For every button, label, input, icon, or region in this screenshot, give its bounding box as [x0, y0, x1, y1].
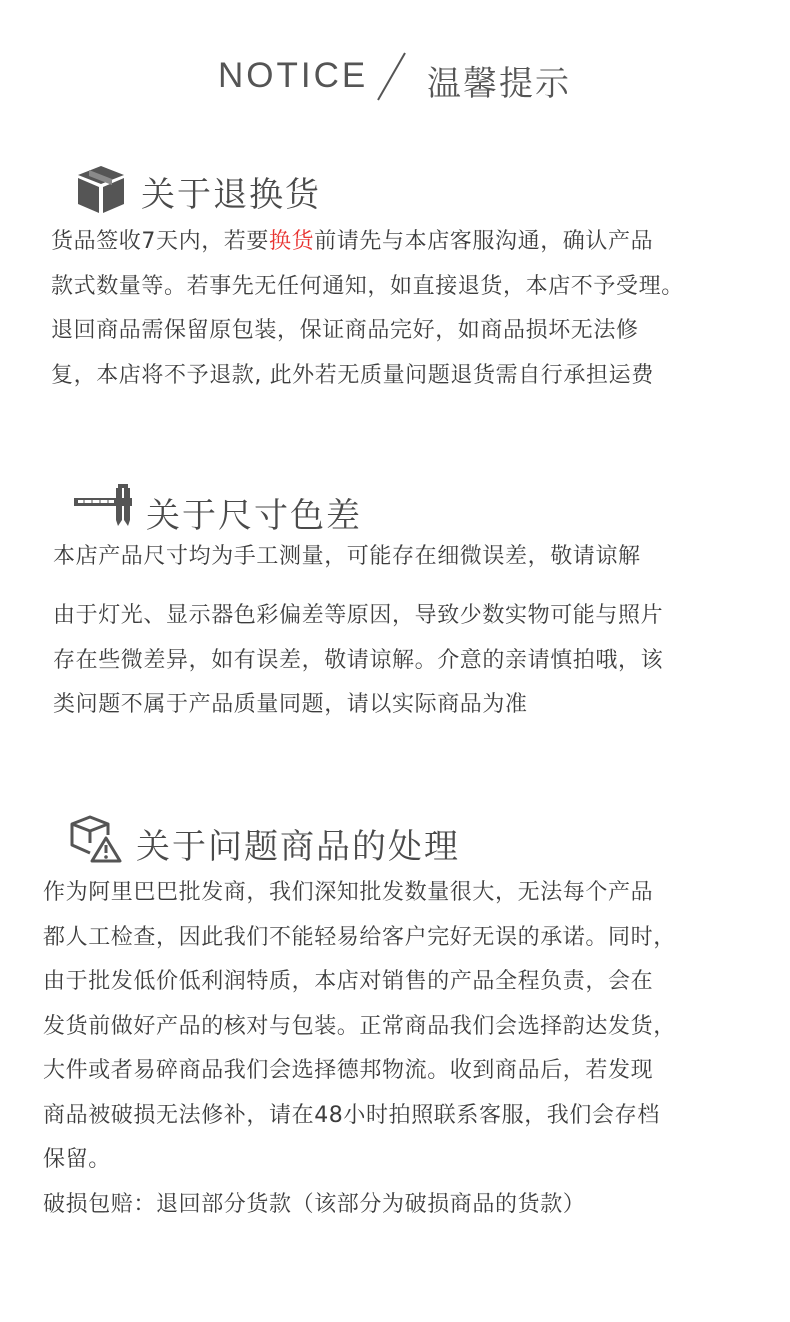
box-icon [75, 163, 127, 215]
section-problem-heading: 关于问题商品的处理 [136, 827, 460, 867]
text-fragment: 前请先与本店客服沟通，确认产品 [314, 229, 654, 254]
slash-divider-icon [372, 50, 412, 105]
section-problem-title [68, 813, 528, 867]
text-line: 保留。 [43, 1147, 111, 1172]
damaged-box-warning-icon [68, 813, 122, 865]
section-problem-text [43, 871, 676, 1227]
text-line: 商品被破损无法修补，请在48小时拍照联系客服，我们会存档 [43, 1102, 660, 1128]
text-line: 复，本店将不予退款, 此外若无质量问题退货需自行承担运费 [51, 362, 654, 388]
text-line: 作为阿里巴巴批发商，我们深知批发数量很大，无法每个产品 [43, 880, 654, 905]
compensation-line: 破损包赔：退回部分货款（该部分为破损商品的货款） [43, 1191, 586, 1217]
section-size-title [72, 482, 472, 536]
section-returns-heading: 关于退换货 [141, 175, 321, 215]
section-size-text-1 [53, 535, 641, 580]
caliper-icon [72, 482, 136, 530]
notice-header [0, 50, 790, 110]
text-line: 由于灯光、显示器色彩偏差等原因，导致少数实物可能与照片 [53, 603, 664, 628]
section-size-text-2 [53, 594, 663, 728]
text-line [51, 220, 684, 265]
text-line: 大件或者易碎商品我们会选择德邦物流。收到商品后，若发现 [43, 1058, 654, 1083]
text-line: 都人工检查，因此我们不能轻易给客户完好无误的承诺。同时， [43, 924, 676, 950]
text-fragment: 货品签收7天内，若要 [51, 229, 269, 254]
text-line: 存在些微差异，如有误差，敬请谅解。介意的亲请慎拍哦，该 [53, 647, 664, 673]
section-returns-title [75, 163, 475, 213]
text-line: 退回商品需保留原包装，保证商品完好，如商品损坏无法修 [51, 318, 639, 343]
notice-title-en: NOTICE [218, 56, 369, 95]
section-returns-text [51, 220, 684, 398]
text-line: 由于批发低价低利润特质，本店对销售的产品全程负责，会在 [43, 969, 654, 994]
text-line: 发货前做好产品的核对与包装。正常商品我们会选择韵达发货， [43, 1013, 676, 1039]
text-line: 类问题不属于产品质量同题，请以实际商品为准 [53, 692, 528, 717]
text-line: 款式数量等。若事先无任何通知，如直接退货，本店不予受理。 [51, 273, 684, 299]
text-line: 本店产品尺寸均为手工测量，可能存在细微误差，敬请谅解 [53, 544, 641, 569]
highlight-exchange: 换货 [269, 229, 315, 254]
section-size-heading: 关于尺寸色差 [146, 496, 362, 536]
notice-title-cn: 温馨提示 [427, 64, 571, 104]
